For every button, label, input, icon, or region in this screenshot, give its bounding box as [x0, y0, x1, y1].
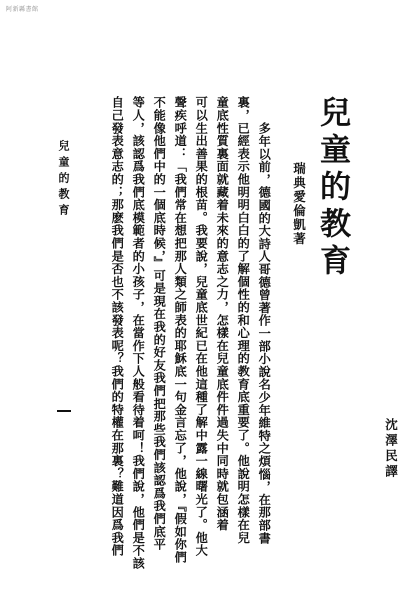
author-byline: 瑞典愛倫凱著 — [291, 162, 307, 246]
page-number — [57, 410, 71, 412]
body-column: 聲疾呼道：「我們常在想把那人類之師表的耶穌底一句金言忘了，他說，『假如你們 — [173, 96, 188, 564]
article-title: 兒童的教育 — [314, 96, 350, 281]
body-column: 自己發表意志的；那麽我們是否也不該發表呢？我們的特權在那裏？難道因爲我們 — [110, 96, 125, 557]
body-column: 可以生出善果的根苗。我要說，兒童底世紀已在他這種了解中露一線曙光了。他大 — [194, 96, 209, 557]
body-column: 多年以前，德國的大詩人哥德曾著作一部小說名少年維特之煩惱，在那部書 — [257, 122, 272, 545]
library-stamp: 阿新縣書館 — [6, 6, 39, 13]
body-column: 等人，該認爲我們底模範者的小孩子，在當作下人般看待着呵！我們說，他們是不該 — [131, 96, 146, 570]
translator-byline: 沈澤民譯 — [383, 418, 399, 480]
body-column: 裏，已經表示他明明白白的了解個性的和心理的教育底重要了。他說明怎樣在兒 — [236, 96, 251, 544]
body-column: 童底性質裏面就藏着未來的意志之力，怎樣在兒童底件件過失中同時就包涵着 — [215, 96, 230, 532]
running-title: 兒童的教育 — [57, 140, 70, 220]
body-column: 不能像他們中的一個底時候，』可是現在我的好友我們把那些我們該認爲我們底平 — [152, 96, 167, 551]
